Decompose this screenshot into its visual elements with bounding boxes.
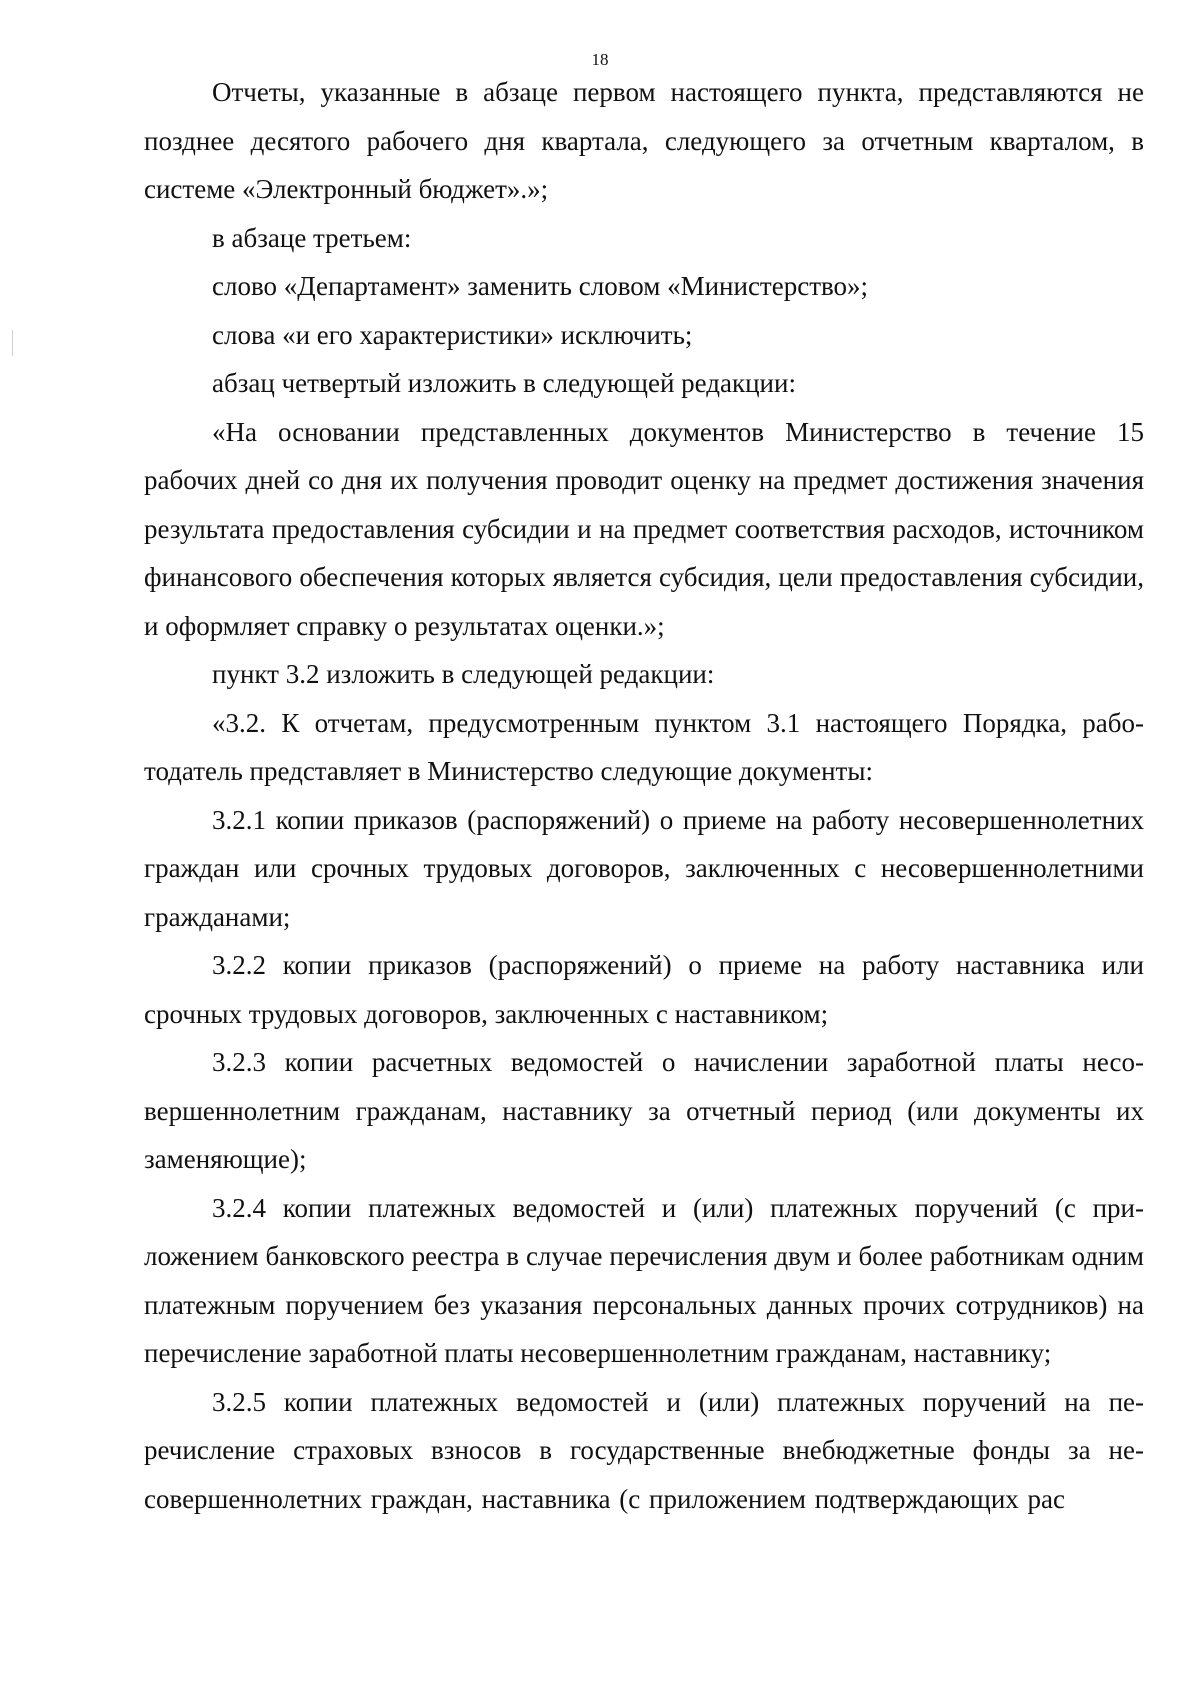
scan-margin-mark (12, 330, 13, 356)
paragraph-item-3-2-heading: пункт 3.2 изложить в следующей редакции: (212, 659, 715, 689)
paragraph-item-3-2-4: 3.2.4 копии платежных ведомостей и (или) платежных поручений (с приложением банковского реестра в случае перечисления двум и более работникам одним платежным поручением без указания персональных данных прочих сотрудников) на перечисление заработной платы несовершеннолетним гражданам, наставнику; (144, 1192, 1144, 1368)
paragraph-item-3-2-2: 3.2.2 копии приказов (распоряжений) о приеме на работу наставника или срочных трудовых договоров, заключенных с наставником; (144, 950, 1144, 1029)
page-number: 18 (591, 50, 609, 69)
paragraph-item-3-2: «3.2. К отчетам, предусмотренным пунктом 3.1 настоящего Порядка, работодатель представляет в Министерство следующие документы: (144, 707, 1144, 786)
paragraph-item-3-2-5: 3.2.5 копии платежных ведомостей и (или) платежных поручений на перечисление страховых взносов в государственные внебюджетные фонды за несовершеннолетних граждан, наставника (с приложением подтверждающих рас (144, 1386, 1144, 1514)
paragraph-exclude-words: слова «и его характеристики» исключить; (212, 319, 693, 350)
paragraph-item-3-2-3: 3.2.3 копии расчетных ведомостей о начислении заработной платы несовершеннолетним гражданам, наставнику за отчетный период (или документы их заменяющие); (144, 1047, 1144, 1174)
paragraph-third-abzac: в абзаце третьем: (212, 222, 412, 253)
document-body (144, 68, 1144, 1523)
paragraph-item-3-2-1: 3.2.1 копии приказов (распоряжений) о приеме на работу несовершеннолетних граждан или срочных трудовых договоров, заключенных с несовершеннолетними гражданами; (144, 804, 1144, 932)
paragraph-assessment: «На основании представленных документов Министерство в течение 15 рабочих дней со дня их получения проводит оценку на предмет достижения значения результата предоставления субсидии и на предмет соответствия расходов, источником финансового обеспечения которых является субсидия, цели предоставления субсидии, и оформляет справку о результатах оценки.»; (144, 416, 1144, 641)
paragraph-fourth-abzac: абзац четвертый изложить в следующей редакции: (212, 368, 796, 398)
paragraph-reports-deadline: Отчеты, указанные в абзаце первом настоящего пункта, представляются не позднее десятого рабочего дня квартала, следующего за отчетным кварталом, в системе «Электронный бюджет».»; (144, 77, 1144, 204)
paragraph-replace-word: слово «Департамент» заменить словом «Министерство»; (212, 271, 869, 301)
